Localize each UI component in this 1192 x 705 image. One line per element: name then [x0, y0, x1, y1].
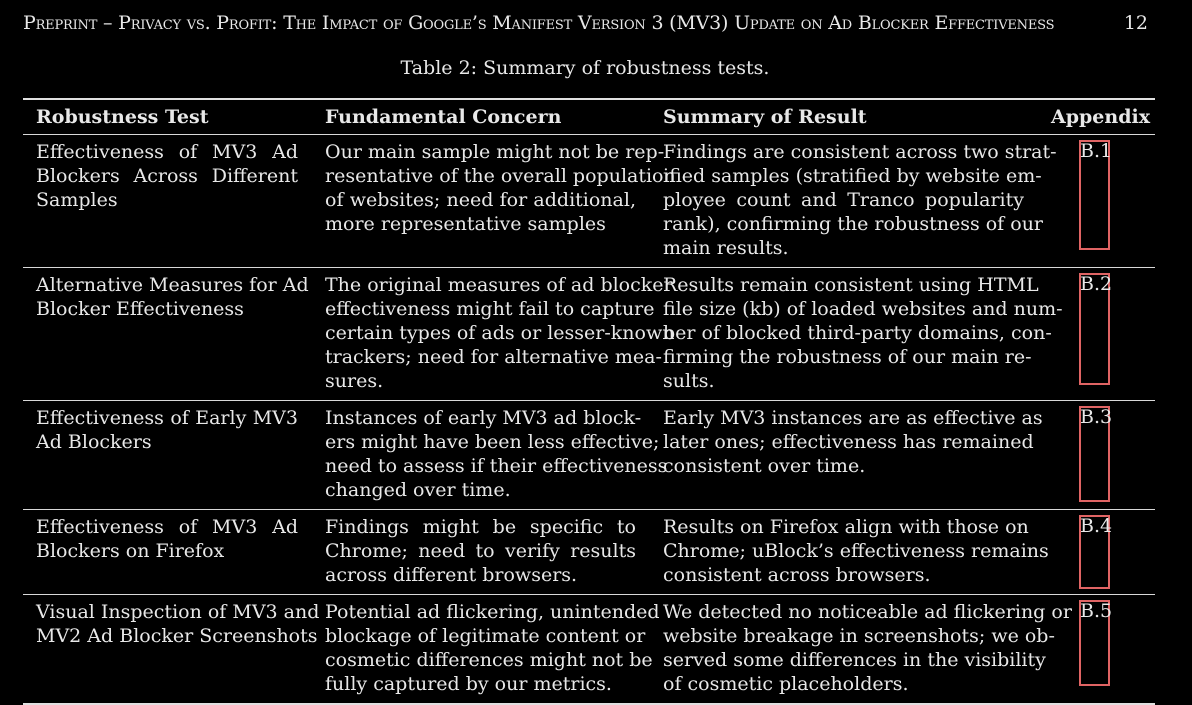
summary-of-result-cell-line: Chrome; uBlock’s effectiveness remains	[663, 540, 1049, 562]
summary-of-result-cell-line: firming the robustness of our main re-	[663, 346, 1032, 368]
fundamental-concern-cell	[325, 406, 668, 502]
robustness-table	[23, 98, 1155, 705]
summary-of-result-cell-line: consistent across browsers.	[663, 564, 931, 586]
table-row	[23, 510, 1155, 594]
summary-of-result-cell-line: website breakage in screenshots; we ob-	[663, 625, 1055, 647]
summary-of-result-cell-line: sults.	[663, 370, 715, 392]
fundamental-concern-cell-line: Findings might be specific to	[325, 516, 636, 538]
fundamental-concern-cell-line: need to assess if their effectiveness	[325, 455, 668, 477]
fundamental-concern-cell-line: changed over time.	[325, 479, 511, 501]
appendix-reference: B.4	[1080, 515, 1113, 537]
header-summary-of-result: Summary of Result	[663, 106, 867, 128]
summary-of-result-cell	[663, 600, 1072, 696]
fundamental-concern-cell-line: resentative of the overall population	[325, 165, 676, 187]
summary-of-result-cell-line: rank), confirming the robustness of our	[663, 213, 1044, 235]
table-caption: Table 2: Summary of robustness tests.	[400, 57, 770, 79]
table-body	[23, 135, 1155, 705]
fundamental-concern-cell-line: effectiveness might fail to capture	[325, 298, 655, 320]
running-head	[23, 12, 1148, 40]
fundamental-concern-cell	[325, 140, 676, 236]
robustness-test-cell-line: Effectiveness of MV3 Ad	[36, 141, 298, 163]
fundamental-concern-cell-line: blockage of legitimate content or	[325, 625, 646, 647]
appendix-reference: B.3	[1080, 406, 1113, 428]
summary-of-result-cell-line: consistent over time.	[663, 455, 866, 477]
table-row	[23, 595, 1155, 703]
robustness-test-cell	[36, 140, 298, 212]
summary-of-result-cell-line: Results on Firefox align with those on	[663, 516, 1029, 538]
header-robustness-test: Robustness Test	[36, 106, 209, 128]
fundamental-concern-cell	[325, 273, 675, 393]
summary-of-result-cell	[663, 406, 1043, 478]
robustness-test-cell-line: Blocker Effectiveness	[36, 298, 244, 320]
table-row	[23, 268, 1155, 400]
robustness-test-cell	[36, 406, 298, 454]
appendix-reference: B.1	[1080, 140, 1113, 162]
summary-of-result-cell-line: ployee count and Tranco popularity	[663, 189, 1024, 211]
appendix-reference: B.5	[1080, 600, 1113, 622]
fundamental-concern-cell-line: certain types of ads or lesser-known	[325, 322, 675, 344]
robustness-test-cell-line: MV2 Ad Blocker Screenshots	[36, 625, 318, 647]
fundamental-concern-cell-line: sures.	[325, 370, 384, 392]
summary-of-result-cell-line: later ones; effectiveness has remained	[663, 431, 1034, 453]
summary-of-result-cell-line: ified samples (stratified by website em-	[663, 165, 1042, 187]
summary-of-result-cell-line: of cosmetic placeholders.	[663, 673, 909, 695]
table-header-row	[23, 100, 1155, 134]
summary-of-result-cell-line: We detected no noticeable ad flickering or	[663, 601, 1072, 623]
running-title: Preprint – Privacy vs. Profit: The Impact of Google’s Manifest Version 3 (MV3) Update on Ad Blocker Effectiveness	[23, 12, 1055, 34]
robustness-test-cell	[36, 273, 309, 321]
robustness-test-cell-line: Effectiveness of Early MV3	[36, 407, 298, 429]
robustness-test-cell-line: Visual Inspection of MV3 and	[36, 601, 320, 623]
fundamental-concern-cell-line: ers might have been less effective;	[325, 431, 660, 453]
robustness-test-cell-line: Samples	[36, 189, 118, 211]
robustness-test-cell	[36, 600, 320, 648]
fundamental-concern-cell-line: of websites; need for additional,	[325, 189, 636, 211]
fundamental-concern-cell-line: Instances of early MV3 ad block-	[325, 407, 642, 429]
summary-of-result-cell-line: file size (kb) of loaded websites and num-	[663, 298, 1063, 320]
fundamental-concern-cell-line: The original measures of ad blocker	[325, 274, 673, 296]
summary-of-result-cell-line: ber of blocked third-party domains, con-	[663, 322, 1052, 344]
summary-of-result-cell	[663, 273, 1063, 393]
summary-of-result-cell-line: served some differences in the visibility	[663, 649, 1046, 671]
fundamental-concern-cell-line: fully captured by our metrics.	[325, 673, 612, 695]
fundamental-concern-cell-line: cosmetic differences might not be	[325, 649, 653, 671]
robustness-test-cell-line: Alternative Measures for Ad	[36, 274, 309, 296]
summary-of-result-cell-line: main results.	[663, 237, 789, 259]
summary-of-result-cell-line: Results remain consistent using HTML	[663, 274, 1039, 296]
fundamental-concern-cell-line: Potential ad flickering, unintended	[325, 601, 660, 623]
summary-of-result-cell-line: Early MV3 instances are as effective as	[663, 407, 1043, 429]
fundamental-concern-cell	[325, 600, 660, 696]
summary-of-result-cell-line: Findings are consistent across two strat-	[663, 141, 1057, 163]
fundamental-concern-cell-line: trackers; need for alternative mea-	[325, 346, 662, 368]
summary-of-result-cell	[663, 515, 1049, 587]
fundamental-concern-cell-line: Our main sample might not be rep-	[325, 141, 665, 163]
summary-of-result-cell	[663, 140, 1057, 260]
page-number: 12	[1123, 12, 1148, 34]
appendix-reference: B.2	[1080, 273, 1113, 295]
robustness-test-cell-line: Effectiveness of MV3 Ad	[36, 516, 298, 538]
table-row	[23, 401, 1155, 509]
header-appendix: Appendix	[1051, 106, 1151, 128]
robustness-test-cell-line: Ad Blockers	[36, 431, 152, 453]
table-row	[23, 135, 1155, 267]
fundamental-concern-cell-line: across different browsers.	[325, 564, 578, 586]
fundamental-concern-cell	[325, 515, 636, 587]
fundamental-concern-cell-line: Chrome; need to verify results	[325, 540, 636, 562]
robustness-test-cell-line: Blockers Across Different	[36, 165, 298, 187]
header-fundamental-concern: Fundamental Concern	[325, 106, 562, 128]
fundamental-concern-cell-line: more representative samples	[325, 213, 606, 235]
robustness-test-cell-line: Blockers on Firefox	[36, 540, 225, 562]
robustness-test-cell	[36, 515, 298, 563]
